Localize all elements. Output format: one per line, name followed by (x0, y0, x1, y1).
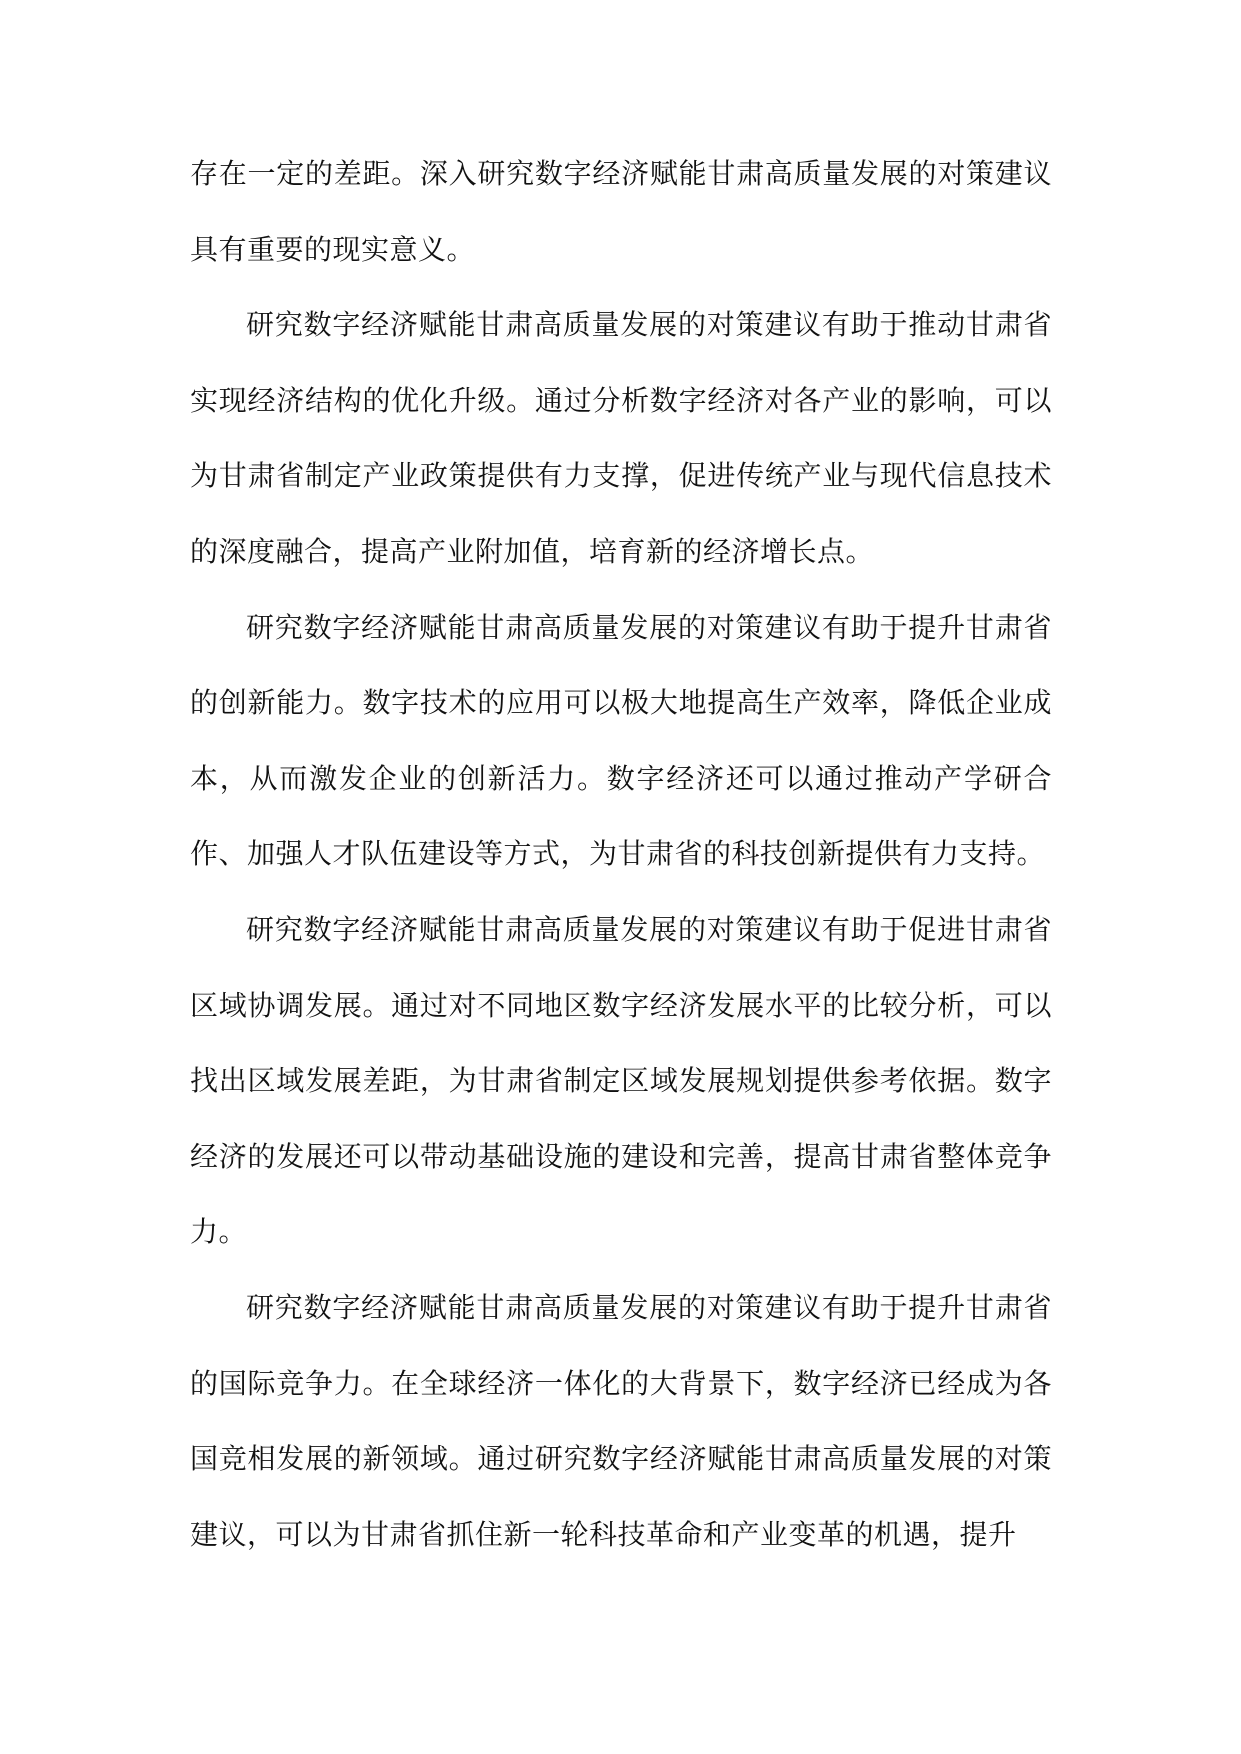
paragraph-economic-structure: 研究数字经济赋能甘肃高质量发展的对策建议有助于推动甘肃省实现经济结构的优化升级。通过分析数字经济对各产业的影响，可以为甘肃省制定产业政策提供有力支撑，促进传统产业与现代信息技术的深度融合，提高产业附加值，培育新的经济增长点。 (190, 308, 1052, 568)
paragraph-innovation: 研究数字经济赋能甘肃高质量发展的对策建议有助于提升甘肃省的创新能力。数字技术的应用可以极大地提高生产效率，降低企业成本，从而激发企业的创新活力。数字经济还可以通过推动产学研合作、加强人才队伍建设等方式，为甘肃省的科技创新提供有力支持。 (190, 610, 1052, 871)
paragraph-regional-development: 研究数字经济赋能甘肃高质量发展的对策建议有助于促进甘肃省区域协调发展。通过对不同地区数字经济发展水平的比较分析，可以找出区域发展差距，为甘肃省制定区域发展规划提供参考依据。数字经济的发展还可以带动基础设施的建设和完善，提高甘肃省整体竞争力。 (190, 912, 1052, 1249)
paragraph-international-competitiveness: 研究数字经济赋能甘肃高质量发展的对策建议有助于提升甘肃省的国际竞争力。在全球经济一体化的大背景下，数字经济已经成为各国竞相发展的新领域。通过研究数字经济赋能甘肃高质量发展的对策建议，可以为甘肃省抓住新一轮科技革命和产业变革的机遇，提升 (190, 1290, 1052, 1551)
paragraph-continued: 存在一定的差距。深入研究数字经济赋能甘肃高质量发展的对策建议具有重要的现实意义。 (190, 157, 1052, 266)
document-body (190, 136, 1052, 1572)
